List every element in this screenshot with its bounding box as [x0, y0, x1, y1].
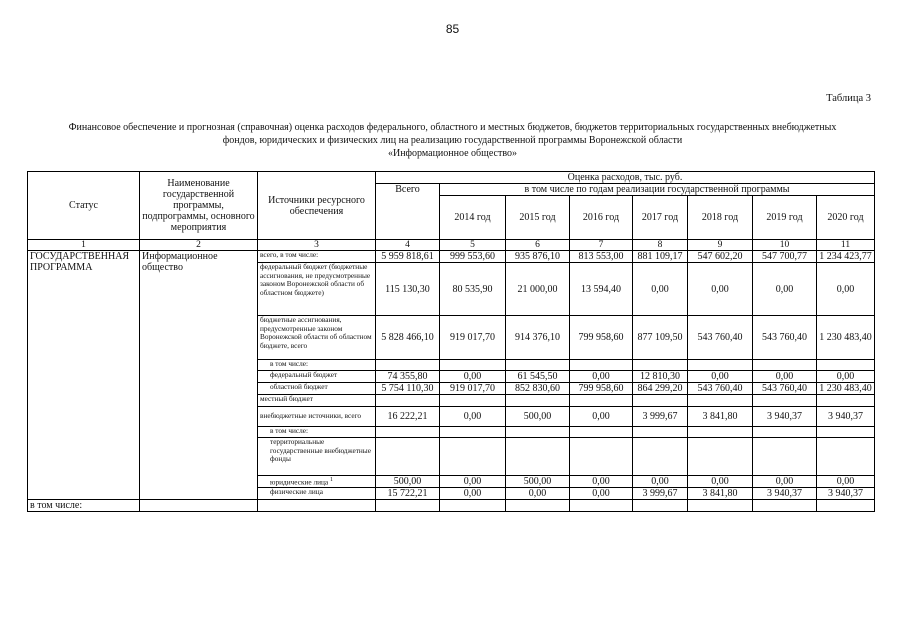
source-label: местный бюджет: [260, 394, 313, 403]
finance-table: [27, 171, 875, 512]
value-cell: 0,00: [570, 488, 633, 500]
value-cell: 543 760,40: [753, 316, 817, 360]
header-year: 2019 год: [753, 196, 817, 240]
value-cell: [817, 438, 875, 476]
table-row: [28, 500, 875, 512]
header-year: 2020 год: [817, 196, 875, 240]
value-cell: 0,00: [633, 476, 688, 488]
value-cell: 74 355,80: [376, 371, 440, 383]
source-cell: [258, 395, 376, 407]
value-cell: 864 299,20: [633, 383, 688, 395]
value-cell: [506, 360, 570, 371]
value-cell: [376, 438, 440, 476]
value-cell: 0,00: [506, 488, 570, 500]
value-cell: 3 940,37: [817, 407, 875, 427]
value-cell: [688, 360, 753, 371]
footnote-marker: 1: [329, 477, 333, 483]
value-cell: 0,00: [753, 476, 817, 488]
value-cell: [440, 438, 506, 476]
value-cell: [506, 395, 570, 407]
value-cell: [817, 427, 875, 438]
source-label: областной бюджет: [270, 382, 328, 391]
title-line: «Информационное общество»: [387, 148, 517, 159]
value-cell: [376, 427, 440, 438]
header-year: 2014 год: [440, 196, 506, 240]
header-year: 2015 год: [506, 196, 570, 240]
value-cell: [570, 438, 633, 476]
value-cell: 3 841,80: [688, 407, 753, 427]
value-cell: [440, 360, 506, 371]
source-cell: [258, 371, 376, 383]
page-number: 85: [445, 22, 460, 36]
value-cell: 877 109,50: [633, 316, 688, 360]
value-cell: 500,00: [506, 407, 570, 427]
column-number: 11: [817, 240, 875, 251]
value-cell: 919 017,70: [440, 316, 506, 360]
value-cell: [376, 395, 440, 407]
empty-cell: [440, 500, 506, 512]
value-cell: 115 130,30: [376, 263, 440, 316]
empty-cell: [753, 500, 817, 512]
empty-cell: [140, 500, 258, 512]
value-cell: 12 810,30: [633, 371, 688, 383]
source-label: юридические лица: [270, 477, 329, 487]
value-cell: [376, 360, 440, 371]
value-cell: 61 545,50: [506, 371, 570, 383]
value-cell: 3 841,80: [688, 488, 753, 500]
value-cell: 0,00: [440, 476, 506, 488]
value-cell: 0,00: [753, 263, 817, 316]
source-cell: [258, 251, 376, 263]
empty-cell: [258, 500, 376, 512]
value-cell: 852 830,60: [506, 383, 570, 395]
value-cell: 0,00: [570, 476, 633, 488]
source-cell: [258, 488, 376, 500]
value-cell: 813 553,00: [570, 251, 633, 263]
source-label: в том числе:: [270, 359, 309, 368]
value-cell: 543 760,40: [688, 316, 753, 360]
column-number: 7: [570, 240, 633, 251]
value-cell: 5 754 110,30: [376, 383, 440, 395]
value-cell: [688, 427, 753, 438]
value-cell: 15 722,21: [376, 488, 440, 500]
value-cell: 799 958,60: [570, 383, 633, 395]
source-label: физические лица: [270, 487, 323, 497]
value-cell: 1 234 423,77: [817, 251, 875, 263]
value-cell: [633, 395, 688, 407]
document-title: [30, 121, 875, 160]
empty-cell: [688, 500, 753, 512]
program-cell: Информационное общество: [140, 251, 258, 500]
source-cell: [258, 316, 376, 360]
source-cell: [258, 263, 376, 316]
value-cell: 543 760,40: [753, 383, 817, 395]
source-label: внебюджетные источники, всего: [260, 411, 362, 421]
value-cell: 3 940,37: [753, 407, 817, 427]
header-sources: Источники ресурсного обеспечения: [258, 172, 376, 240]
value-cell: 5 959 818,61: [376, 251, 440, 263]
value-cell: [817, 360, 875, 371]
header-year: 2017 год: [633, 196, 688, 240]
column-number: 5: [440, 240, 506, 251]
value-cell: [753, 360, 817, 371]
value-cell: [753, 427, 817, 438]
value-cell: 543 760,40: [688, 383, 753, 395]
column-number: 3: [258, 240, 376, 251]
value-cell: [633, 438, 688, 476]
empty-cell: [506, 500, 570, 512]
source-label: федеральный бюджет (бюджетные ассигнования, не предусмотренные законом Воронежской области об областном бюджете): [260, 262, 371, 297]
value-cell: 881 109,17: [633, 251, 688, 263]
value-cell: 0,00: [688, 371, 753, 383]
status-cell: ГОСУДАРСТВЕННАЯ ПРОГРАММА: [28, 251, 140, 500]
header-estimate: Оценка расходов, тыс. руб.: [376, 172, 875, 184]
value-cell: [753, 395, 817, 407]
column-number: 6: [506, 240, 570, 251]
value-cell: [506, 438, 570, 476]
value-cell: [688, 438, 753, 476]
value-cell: 500,00: [506, 476, 570, 488]
value-cell: 5 828 466,10: [376, 316, 440, 360]
title-line: Финансовое обеспечение и прогнозная (справочная) оценка расходов федерального, областного и местных бюджетов, бюджетов территориальных государственных внебюджетных: [68, 122, 837, 133]
value-cell: 0,00: [440, 407, 506, 427]
value-cell: 547 700,77: [753, 251, 817, 263]
value-cell: 16 222,21: [376, 407, 440, 427]
value-cell: 500,00: [376, 476, 440, 488]
value-cell: [817, 395, 875, 407]
source-cell: [258, 438, 376, 476]
value-cell: [570, 427, 633, 438]
title-line: фондов, юридических и физических лиц на реализацию государственной программы Воронежской области: [222, 135, 683, 146]
value-cell: [440, 395, 506, 407]
value-cell: [633, 360, 688, 371]
value-cell: 0,00: [633, 263, 688, 316]
value-cell: [753, 438, 817, 476]
value-cell: 919 017,70: [440, 383, 506, 395]
source-cell: [258, 476, 376, 488]
value-cell: [440, 427, 506, 438]
value-cell: 0,00: [440, 371, 506, 383]
column-number: 4: [376, 240, 440, 251]
table-label: Таблица 3: [826, 93, 871, 104]
empty-cell: [633, 500, 688, 512]
value-cell: 0,00: [440, 488, 506, 500]
column-number: 1: [28, 240, 140, 251]
value-cell: 0,00: [817, 476, 875, 488]
value-cell: 3 999,67: [633, 488, 688, 500]
header-year: 2018 год: [688, 196, 753, 240]
value-cell: [633, 427, 688, 438]
empty-cell: [376, 500, 440, 512]
value-cell: 547 602,20: [688, 251, 753, 263]
value-cell: 935 876,10: [506, 251, 570, 263]
source-label: в том числе:: [270, 426, 309, 435]
source-label: всего, в том числе:: [260, 250, 319, 259]
value-cell: 3 940,37: [753, 488, 817, 500]
source-label: федеральный бюджет: [270, 370, 338, 379]
value-cell: 1 230 483,40: [817, 383, 875, 395]
header-by-years: в том числе по годам реализации государственной программы: [440, 184, 875, 196]
source-label: бюджетные ассигнования, предусмотренные законом Воронежской области об областном бюджете, всего: [260, 315, 372, 350]
header-program-name: Наименование государственной программы, подпрограммы, основного мероприятия: [140, 172, 258, 240]
value-cell: 0,00: [753, 371, 817, 383]
value-cell: 21 000,00: [506, 263, 570, 316]
value-cell: 1 230 483,40: [817, 316, 875, 360]
value-cell: 0,00: [688, 476, 753, 488]
value-cell: [570, 360, 633, 371]
source-cell: [258, 360, 376, 371]
value-cell: 80 535,90: [440, 263, 506, 316]
value-cell: 3 999,67: [633, 407, 688, 427]
column-number: 8: [633, 240, 688, 251]
source-label: территориальные государственные внебюджетные фонды: [270, 437, 371, 464]
value-cell: 0,00: [688, 263, 753, 316]
value-cell: 0,00: [817, 263, 875, 316]
value-cell: 13 594,40: [570, 263, 633, 316]
value-cell: [688, 395, 753, 407]
empty-cell: [570, 500, 633, 512]
value-cell: [570, 395, 633, 407]
value-cell: 0,00: [570, 407, 633, 427]
empty-cell: [817, 500, 875, 512]
value-cell: 799 958,60: [570, 316, 633, 360]
value-cell: 3 940,37: [817, 488, 875, 500]
value-cell: 0,00: [570, 371, 633, 383]
value-cell: 999 553,60: [440, 251, 506, 263]
source-cell: [258, 407, 376, 427]
header-total: Всего: [376, 184, 440, 240]
value-cell: 0,00: [817, 371, 875, 383]
value-cell: 914 376,10: [506, 316, 570, 360]
source-cell: [258, 427, 376, 438]
column-number: 9: [688, 240, 753, 251]
subitems-label: в том числе:: [28, 500, 140, 512]
header-year: 2016 год: [570, 196, 633, 240]
column-number: 10: [753, 240, 817, 251]
source-cell: [258, 383, 376, 395]
value-cell: [506, 427, 570, 438]
table-row: [28, 251, 875, 263]
header-status: Статус: [28, 172, 140, 240]
column-number: 2: [140, 240, 258, 251]
